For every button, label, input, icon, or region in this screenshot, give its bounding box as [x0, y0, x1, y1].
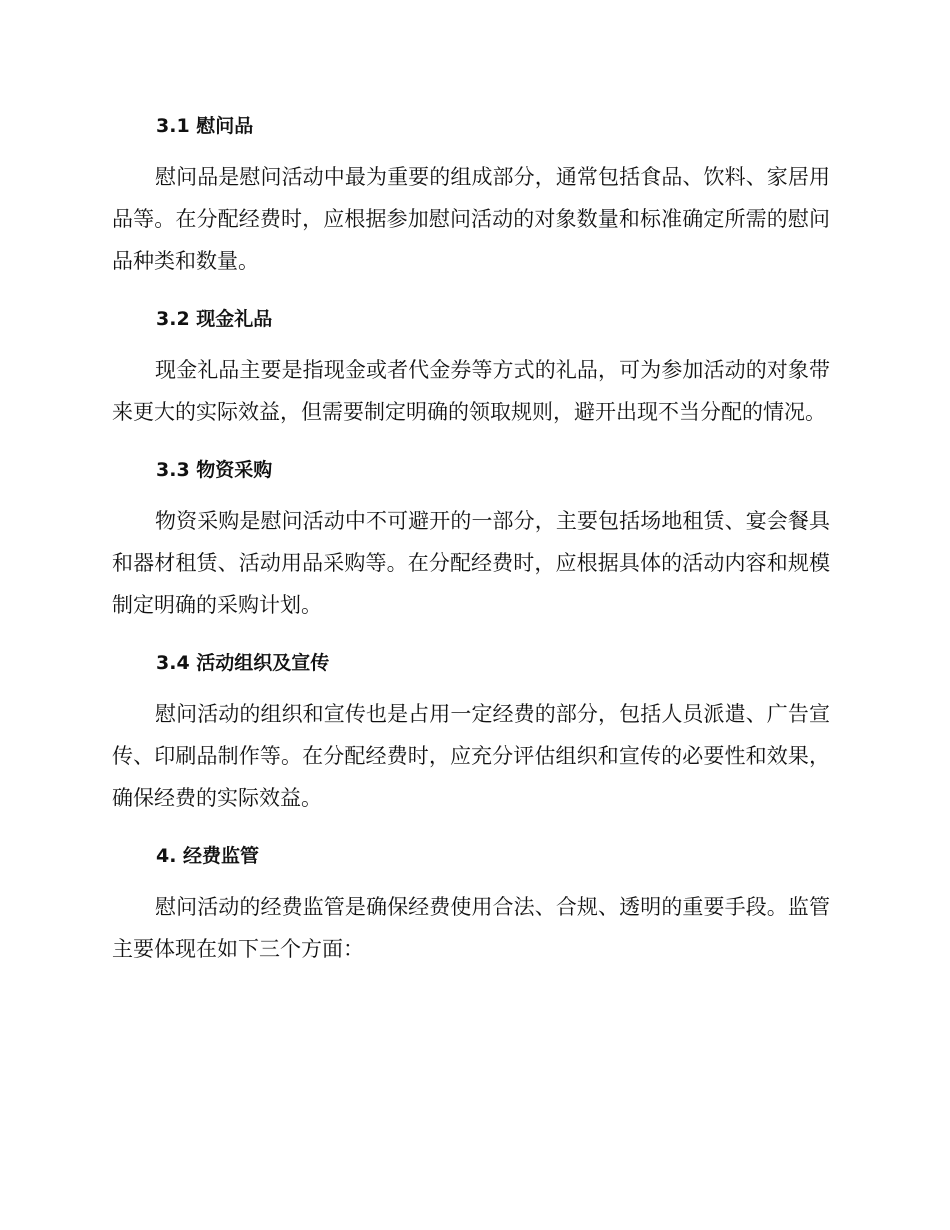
section-body-3-3: 物资采购是慰问活动中不可避开的一部分，主要包括场地租赁、宴会餐具和器材租赁、活动用品采购等。在分配经费时，应根据具体的活动内容和规模制定明确的采购计划。	[112, 509, 830, 617]
section-body-3-2: 现金礼品主要是指现金或者代金券等方式的礼品，可为参加活动的对象带来更大的实际效益，但需要制定明确的领取规则，避开出现不当分配的情况。	[112, 358, 830, 424]
section-body-4: 慰问活动的经费监管是确保经费使用合法、合规、透明的重要手段。监管主要体现在如下三个方面：	[112, 895, 830, 961]
section-heading-3-2: 3.2 现金礼品	[156, 308, 273, 330]
section-body-3-4: 慰问活动的组织和宣传也是占用一定经费的部分，包括人员派遣、广告宣传、印刷品制作等。在分配经费时，应充分评估组织和宣传的必要性和效果，确保经费的实际效益。	[112, 702, 830, 810]
section-heading-3-1: 3.1 慰问品	[156, 115, 254, 137]
section-heading-3-4: 3.4 活动组织及宣传	[156, 652, 330, 674]
section-heading-3-3: 3.3 物资采购	[156, 459, 273, 481]
section-body-3-1: 慰问品是慰问活动中最为重要的组成部分，通常包括食品、饮料、家居用品等。在分配经费时，应根据参加慰问活动的对象数量和标准确定所需的慰问品种类和数量。	[112, 165, 830, 273]
section-heading-4: 4. 经费监管	[156, 845, 260, 867]
